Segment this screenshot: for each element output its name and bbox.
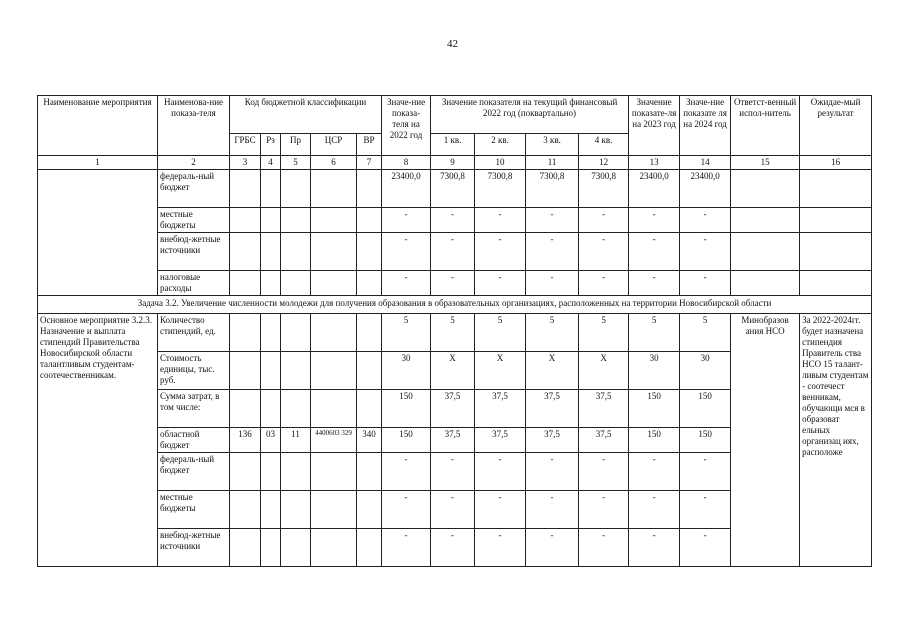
value-cell: 7300,8 bbox=[526, 170, 579, 208]
budget-code-cell bbox=[261, 170, 281, 208]
budget-code-cell bbox=[281, 170, 311, 208]
budget-code-cell bbox=[281, 352, 311, 390]
budget-code-cell bbox=[311, 453, 357, 491]
value-cell: - bbox=[629, 208, 680, 233]
budget-code-cell bbox=[357, 390, 382, 428]
task-row bbox=[38, 296, 872, 314]
value-cell: - bbox=[526, 453, 579, 491]
value-cell: 37,5 bbox=[475, 428, 526, 453]
value-cell: 5 bbox=[680, 314, 731, 352]
header-value-2022: Значе-ние показа-теля на 2022 год bbox=[382, 96, 431, 156]
value-cell: 30 bbox=[382, 352, 431, 390]
column-number: 8 bbox=[382, 156, 431, 170]
value-cell: 150 bbox=[382, 390, 431, 428]
column-number: 11 bbox=[526, 156, 579, 170]
budget-table bbox=[37, 95, 872, 567]
value-cell: - bbox=[680, 453, 731, 491]
value-cell: - bbox=[382, 208, 431, 233]
value-cell: - bbox=[579, 233, 629, 271]
value-cell: - bbox=[629, 453, 680, 491]
column-number: 15 bbox=[731, 156, 800, 170]
indicator-name: Стоимость единицы, тыс. руб. bbox=[158, 352, 230, 390]
value-cell: - bbox=[579, 529, 629, 567]
value-cell: - bbox=[431, 453, 475, 491]
value-cell: 37,5 bbox=[579, 390, 629, 428]
value-cell: 150 bbox=[629, 390, 680, 428]
column-number: 12 bbox=[579, 156, 629, 170]
value-cell: - bbox=[475, 453, 526, 491]
budget-code-cell bbox=[311, 170, 357, 208]
header-q3: 3 кв. bbox=[526, 134, 579, 156]
value-cell: - bbox=[680, 271, 731, 296]
budget-code-cell: 136 bbox=[230, 428, 261, 453]
value-cell: - bbox=[680, 491, 731, 529]
indicator-name: федераль-ный бюджет bbox=[158, 453, 230, 491]
header-pr: Пр bbox=[281, 134, 311, 156]
column-number: 13 bbox=[629, 156, 680, 170]
header-vr: ВР bbox=[357, 134, 382, 156]
value-cell: 150 bbox=[629, 428, 680, 453]
value-cell: - bbox=[629, 491, 680, 529]
value-cell: 5 bbox=[629, 314, 680, 352]
budget-code-cell bbox=[311, 352, 357, 390]
value-cell: - bbox=[475, 233, 526, 271]
value-cell: - bbox=[431, 233, 475, 271]
column-number: 2 bbox=[158, 156, 230, 170]
measure-name: Основное мероприятие 3.2.3. Назначение и выплата стипендий Правительства Новосибирской области талантливым студентам-соотечественникам. bbox=[38, 314, 158, 567]
column-number: 3 bbox=[230, 156, 261, 170]
budget-code-cell bbox=[311, 314, 357, 352]
table-row bbox=[38, 314, 872, 352]
table-row bbox=[38, 233, 872, 271]
budget-code-cell: 340 bbox=[357, 428, 382, 453]
budget-code-cell bbox=[281, 529, 311, 567]
value-cell: X bbox=[526, 352, 579, 390]
indicator-name: внебюд-жетные источники bbox=[158, 529, 230, 567]
value-cell: - bbox=[382, 491, 431, 529]
result-cell bbox=[800, 170, 872, 208]
value-cell: - bbox=[382, 453, 431, 491]
value-cell: - bbox=[526, 491, 579, 529]
budget-code-cell bbox=[281, 314, 311, 352]
budget-code-cell bbox=[357, 314, 382, 352]
indicator-name: областной бюджет bbox=[158, 428, 230, 453]
value-cell: 37,5 bbox=[579, 428, 629, 453]
budget-code-cell bbox=[357, 233, 382, 271]
budget-code-cell bbox=[281, 453, 311, 491]
value-cell: 7300,8 bbox=[475, 170, 526, 208]
budget-code-cell bbox=[311, 491, 357, 529]
value-cell: 23400,0 bbox=[382, 170, 431, 208]
task-title: Задача 3.2. Увеличение численности молодежи для получения образования в образовательных организациях, расположенных на территории Новосибирской области bbox=[38, 296, 872, 314]
value-cell: 37,5 bbox=[431, 390, 475, 428]
value-cell: 150 bbox=[680, 390, 731, 428]
column-number: 16 bbox=[800, 156, 872, 170]
value-cell: - bbox=[579, 208, 629, 233]
budget-code-cell bbox=[281, 271, 311, 296]
budget-code-cell bbox=[230, 233, 261, 271]
value-cell: - bbox=[680, 233, 731, 271]
budget-code-cell bbox=[230, 271, 261, 296]
value-cell: - bbox=[680, 529, 731, 567]
budget-code-cell bbox=[357, 491, 382, 529]
responsible-cell bbox=[731, 208, 800, 233]
value-cell: 30 bbox=[680, 352, 731, 390]
budget-code-cell bbox=[281, 390, 311, 428]
indicator-name: внебюд-жетные источники bbox=[158, 233, 230, 271]
responsible-executor: Минобразов ания НСО bbox=[731, 314, 800, 567]
budget-code-cell bbox=[357, 208, 382, 233]
budget-code-cell: 11 bbox=[281, 428, 311, 453]
value-cell: 37,5 bbox=[475, 390, 526, 428]
header-grbs: ГРБС bbox=[230, 134, 261, 156]
measure-name-cell bbox=[38, 170, 158, 296]
header-value-2024: Значе-ние показате ля на 2024 год bbox=[680, 96, 731, 156]
header-value-2023: Значение показате-ля на 2023 год bbox=[629, 96, 680, 156]
table-row bbox=[38, 208, 872, 233]
column-number: 9 bbox=[431, 156, 475, 170]
value-cell: - bbox=[382, 233, 431, 271]
value-cell: 30 bbox=[629, 352, 680, 390]
value-cell: - bbox=[629, 233, 680, 271]
budget-code-cell bbox=[357, 529, 382, 567]
header-rz: Рз bbox=[261, 134, 281, 156]
responsible-cell bbox=[731, 233, 800, 271]
expected-result: За 2022-2024гг. будет назначена стипендия Правитель ства НСО 15 талант-ливым студентам - соотечест венникам, обучающи мся в образоват ельных организац иях, расположе bbox=[800, 314, 872, 567]
value-cell: 5 bbox=[526, 314, 579, 352]
value-cell: 5 bbox=[475, 314, 526, 352]
budget-code-cell bbox=[261, 529, 281, 567]
budget-code-cell bbox=[261, 271, 281, 296]
budget-code-cell bbox=[281, 233, 311, 271]
column-number-row bbox=[38, 156, 872, 170]
value-cell: - bbox=[382, 529, 431, 567]
value-cell: - bbox=[629, 271, 680, 296]
value-cell: 37,5 bbox=[431, 428, 475, 453]
header-result: Ожидае-мый результат bbox=[800, 96, 872, 156]
value-cell: 150 bbox=[680, 428, 731, 453]
column-number: 10 bbox=[475, 156, 526, 170]
budget-code-cell bbox=[230, 390, 261, 428]
value-cell: - bbox=[475, 529, 526, 567]
budget-code-cell bbox=[311, 233, 357, 271]
value-cell: - bbox=[579, 491, 629, 529]
value-cell: - bbox=[475, 208, 526, 233]
result-cell bbox=[800, 271, 872, 296]
budget-code-cell bbox=[230, 453, 261, 491]
value-cell: - bbox=[431, 271, 475, 296]
budget-code-cell bbox=[261, 491, 281, 529]
budget-code-cell bbox=[357, 271, 382, 296]
table-row bbox=[38, 271, 872, 296]
indicator-name: местные бюджеты bbox=[158, 491, 230, 529]
budget-code-cell bbox=[261, 233, 281, 271]
budget-code-cell bbox=[261, 453, 281, 491]
budget-code-cell bbox=[311, 390, 357, 428]
responsible-cell bbox=[731, 271, 800, 296]
budget-code-cell bbox=[230, 314, 261, 352]
value-cell: 5 bbox=[431, 314, 475, 352]
column-number: 6 bbox=[311, 156, 357, 170]
header-q2: 2 кв. bbox=[475, 134, 526, 156]
value-cell: - bbox=[431, 529, 475, 567]
budget-code-cell bbox=[311, 529, 357, 567]
result-cell bbox=[800, 208, 872, 233]
budget-code-cell bbox=[311, 208, 357, 233]
value-cell: - bbox=[526, 233, 579, 271]
result-cell bbox=[800, 233, 872, 271]
indicator-name: Количество стипендий, ед. bbox=[158, 314, 230, 352]
budget-code-cell bbox=[230, 529, 261, 567]
budget-code-cell bbox=[281, 208, 311, 233]
header-q1: 1 кв. bbox=[431, 134, 475, 156]
value-cell: 23400,0 bbox=[680, 170, 731, 208]
budget-code-cell bbox=[261, 208, 281, 233]
indicator-name: местные бюджеты bbox=[158, 208, 230, 233]
budget-code-cell bbox=[261, 314, 281, 352]
column-number: 5 bbox=[281, 156, 311, 170]
value-cell: 7300,8 bbox=[579, 170, 629, 208]
value-cell: X bbox=[475, 352, 526, 390]
budget-code-cell bbox=[357, 170, 382, 208]
value-cell: - bbox=[526, 271, 579, 296]
budget-code-cell bbox=[281, 491, 311, 529]
value-cell: - bbox=[382, 271, 431, 296]
value-cell: X bbox=[431, 352, 475, 390]
indicator-name: федераль-ный бюджет bbox=[158, 170, 230, 208]
value-cell: 5 bbox=[382, 314, 431, 352]
page-number: 42 bbox=[447, 38, 458, 50]
indicator-name: Сумма затрат, в том числе: bbox=[158, 390, 230, 428]
budget-code-cell bbox=[261, 390, 281, 428]
value-cell: - bbox=[475, 491, 526, 529]
header-csr: ЦСР bbox=[311, 134, 357, 156]
header-budget-code: Код бюджетной классификации bbox=[230, 96, 382, 134]
value-cell: - bbox=[680, 208, 731, 233]
budget-code-cell bbox=[230, 491, 261, 529]
header-responsible: Ответст-венный испол-нитель bbox=[731, 96, 800, 156]
column-number: 1 bbox=[38, 156, 158, 170]
value-cell: 7300,8 bbox=[431, 170, 475, 208]
column-number: 14 bbox=[680, 156, 731, 170]
value-cell: 5 bbox=[579, 314, 629, 352]
header-indicator-name: Наименова-ние показа-теля bbox=[158, 96, 230, 156]
header-measure-name: Наименование мероприятия bbox=[38, 96, 158, 156]
budget-code-cell bbox=[261, 352, 281, 390]
budget-code-cell bbox=[357, 352, 382, 390]
value-cell: - bbox=[475, 271, 526, 296]
value-cell: - bbox=[579, 271, 629, 296]
value-cell: 23400,0 bbox=[629, 170, 680, 208]
responsible-cell bbox=[731, 170, 800, 208]
value-cell: 37,5 bbox=[526, 428, 579, 453]
value-cell: 37,5 bbox=[526, 390, 579, 428]
header-q4: 4 кв. bbox=[579, 134, 629, 156]
value-cell: - bbox=[526, 529, 579, 567]
value-cell: X bbox=[579, 352, 629, 390]
budget-code-cell bbox=[311, 271, 357, 296]
budget-code-cell: 4400603 329 bbox=[311, 428, 357, 453]
table-row bbox=[38, 170, 872, 208]
indicator-name: налоговые расходы bbox=[158, 271, 230, 296]
column-number: 4 bbox=[261, 156, 281, 170]
column-number: 7 bbox=[357, 156, 382, 170]
budget-code-cell bbox=[230, 352, 261, 390]
value-cell: - bbox=[579, 453, 629, 491]
budget-code-cell bbox=[230, 208, 261, 233]
budget-code-cell bbox=[357, 453, 382, 491]
budget-code-cell: 03 bbox=[261, 428, 281, 453]
budget-code-cell bbox=[230, 170, 261, 208]
value-cell: - bbox=[431, 208, 475, 233]
value-cell: - bbox=[629, 529, 680, 567]
value-cell: 150 bbox=[382, 428, 431, 453]
value-cell: - bbox=[431, 491, 475, 529]
header-current-year: Значение показателя на текущий финансовый 2022 год (поквартально) bbox=[431, 96, 629, 134]
value-cell: - bbox=[526, 208, 579, 233]
